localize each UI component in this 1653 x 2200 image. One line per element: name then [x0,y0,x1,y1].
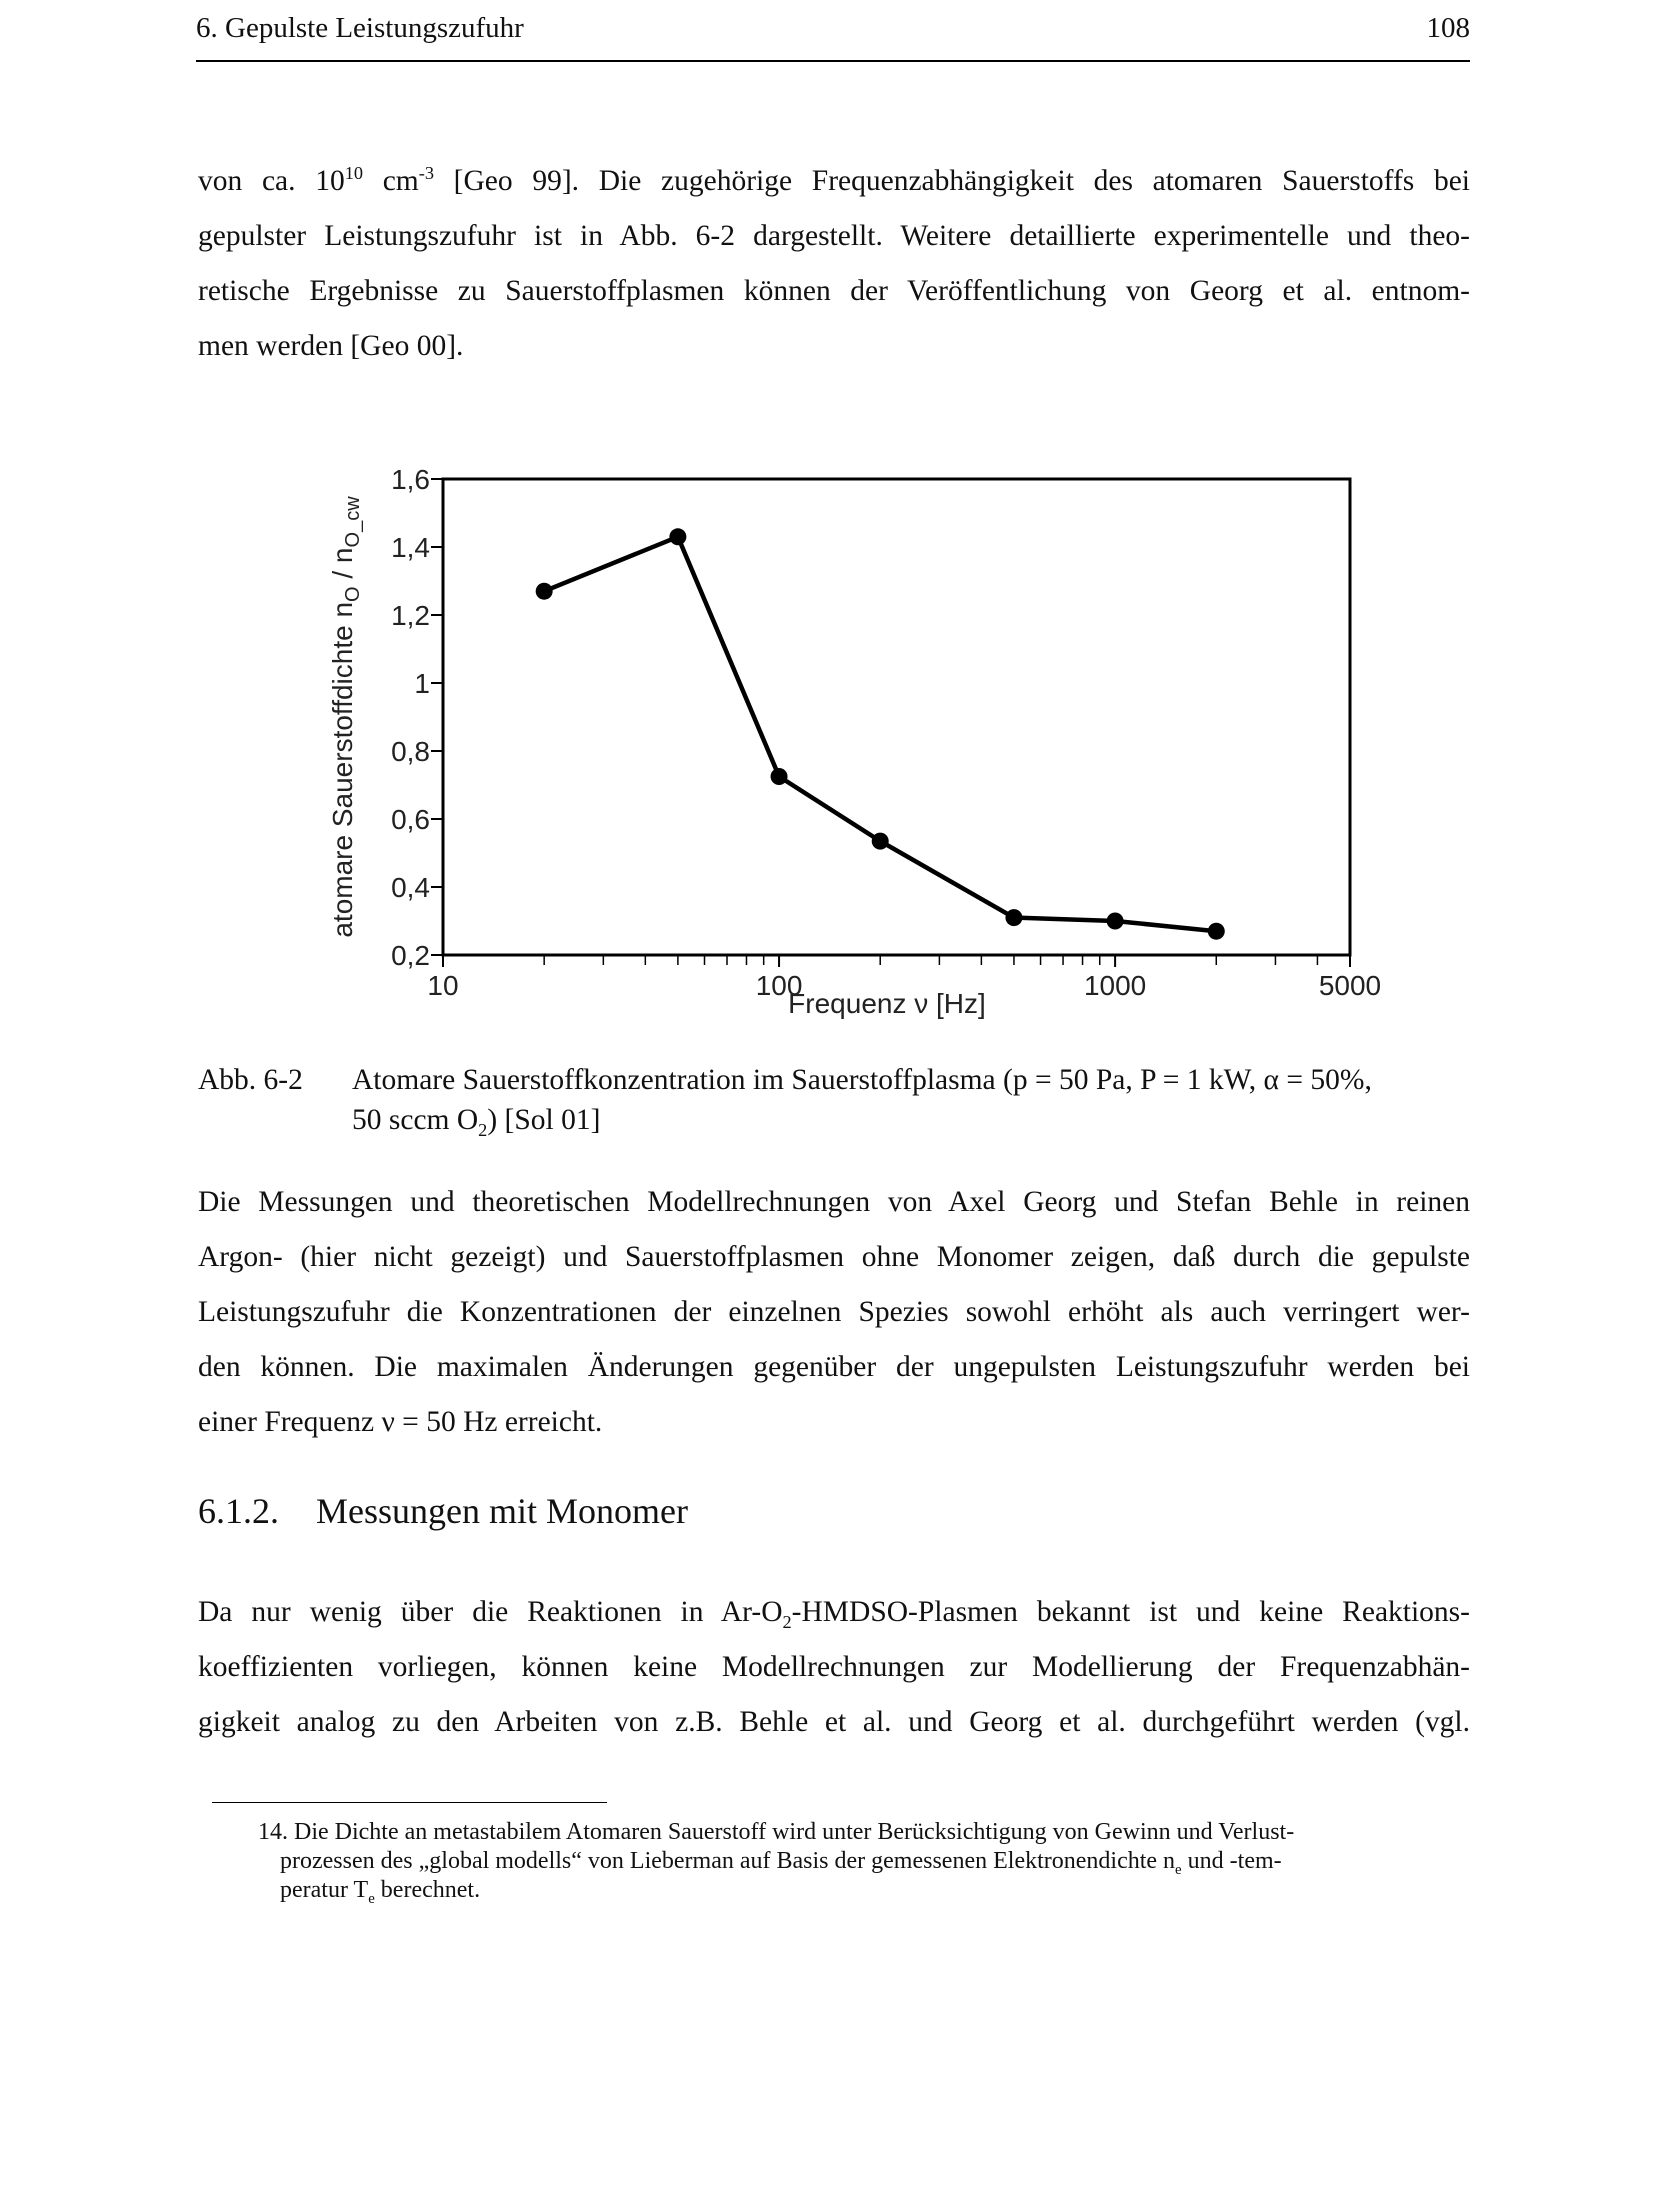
y-tick-label: 1,4 [391,532,430,563]
running-header-chapter: 6. Gepulste Leistungszufuhr [196,12,524,44]
text-line: den können. Die maximalen Änderungen gegenüber der ungepulsten Leistungszufuhr werden bei [198,1351,1470,1383]
y-axis-label [327,496,364,938]
caption-line [352,1100,1472,1140]
text-line: retische Ergebnisse zu Sauerstoffplasmen können der Veröffentlichung von Georg et al. entnom- [198,275,1470,307]
text-line: Leistungszufuhr die Konzentrationen der einzelnen Spezies sowohl erhöht als auch verringert wer- [198,1296,1470,1328]
text-run: [Geo 99]. Die zugehörige Frequenzabhängigkeit des atomaren Sauerstoffs bei [433,165,1471,197]
text-run: 50 sccm O [352,1104,479,1136]
data-point [536,583,553,600]
section-heading [198,1490,688,1532]
text-line: men werden [Geo 00]. [198,330,464,362]
series-group [536,528,1225,939]
data-point [669,528,686,545]
text-run: -HMDSO-Plasmen bekannt ist und keine Reaktions- [791,1596,1470,1628]
footnote [258,1818,1418,1905]
subscript: 2 [478,1119,488,1140]
caption-text [352,1060,1472,1140]
text-run: und -tem- [1181,1848,1282,1874]
header-rule [196,60,1470,62]
footnote-rule [212,1802,607,1803]
section-title: Messungen mit Monomer [316,1491,688,1531]
footnote-line: 14. Die Dichte an metastabilem Atomaren Sauerstoff wird unter Berücksichtigung von Gewinn und Verlust- [258,1819,1295,1845]
x-tick-label: 5000 [1318,970,1382,1001]
text-line: gepulster Leistungszufuhr ist in Abb. 6-2 dargestellt. Weitere detaillierte experimentelle und theo- [198,220,1470,252]
y-tick-label: 0,6 [391,804,430,835]
data-point [771,768,788,785]
subscript: 2 [782,1611,792,1632]
data-point [1005,909,1022,926]
y-tick-label: 1 [414,668,430,699]
caption-label: Abb. 6-2 [198,1064,303,1096]
text-line: koeffizienten vorliegen, können keine Modellrechnungen zur Modellierung der Frequenzabhän- [198,1651,1470,1683]
y-label-sep: / n [327,547,358,587]
y-tick-label: 0,4 [391,872,430,903]
y-tick-label: 0,8 [391,736,430,767]
body-paragraph [198,1175,1470,1450]
subscript: e [1175,1861,1182,1878]
text-run: peratur T [280,1877,369,1903]
svg-text:atomare Sauerstoffdichte nO / [327,496,364,938]
subscript: e [368,1890,375,1907]
superscript: -3 [418,163,434,184]
x-axis-label: Frequenz ν [Hz] [788,988,986,1019]
caption-line: Atomare Sauerstoffkonzentration im Sauerstoffplasma (p = 50 Pa, P = 1 kW, α = 50%, [352,1064,1372,1096]
y-label-main: atomare Sauerstoffdichte n [327,601,358,938]
section-number: 6.1.2. [198,1491,279,1531]
x-tick-label: 100 [755,970,803,1001]
y-tick-label: 1,2 [391,600,430,631]
text-run: Da nur wenig über die Reaktionen in Ar-O [198,1596,783,1628]
text-line [198,154,1470,209]
y-tick-label: 0,2 [391,940,430,971]
text-run: berechnet. [374,1877,481,1903]
page-number: 108 [1426,12,1470,44]
data-point [1208,923,1225,940]
data-point [1107,913,1124,930]
y-tick-label: 1,6 [391,464,430,495]
text-line: gigkeit analog zu den Arbeiten von z.B. Behle et al. und Georg et al. durchgeführt werden (vgl. [198,1706,1470,1738]
x-tick-label: 10 [427,970,459,1001]
data-point [872,833,889,850]
text-run: cm [363,165,419,197]
text-line: Die Messungen und theoretischen Modellrechnungen von Axel Georg und Stefan Behle in reinen [198,1186,1470,1218]
frequency-line-chart [0,440,1653,1040]
body-paragraph [198,1585,1470,1750]
text-line: Argon- (hier nicht gezeigt) und Sauerstoffplasmen ohne Monomer zeigen, daß durch die gepulste [198,1241,1470,1273]
text-run: prozessen des „global modells“ von Lieberman auf Basis der gemessenen Elektronendichte n [280,1848,1176,1874]
text-run: von ca. 10 [198,165,345,197]
y-label-sub: O_cw [342,496,364,548]
text-run: ) [Sol 01] [487,1104,601,1136]
superscript: 10 [344,163,363,184]
footnote-line [258,1847,1418,1876]
intro-paragraph [198,154,1470,374]
y-axis-ticks [391,464,443,971]
footnote-line [258,1876,1418,1905]
text-line: einer Frequenz ν = 50 Hz erreicht. [198,1406,603,1438]
x-tick-label: 1000 [1083,970,1147,1001]
series-line [544,537,1216,931]
plot-frame [443,479,1350,955]
y-label-sub: O [342,586,364,602]
text-line [198,1585,1470,1640]
